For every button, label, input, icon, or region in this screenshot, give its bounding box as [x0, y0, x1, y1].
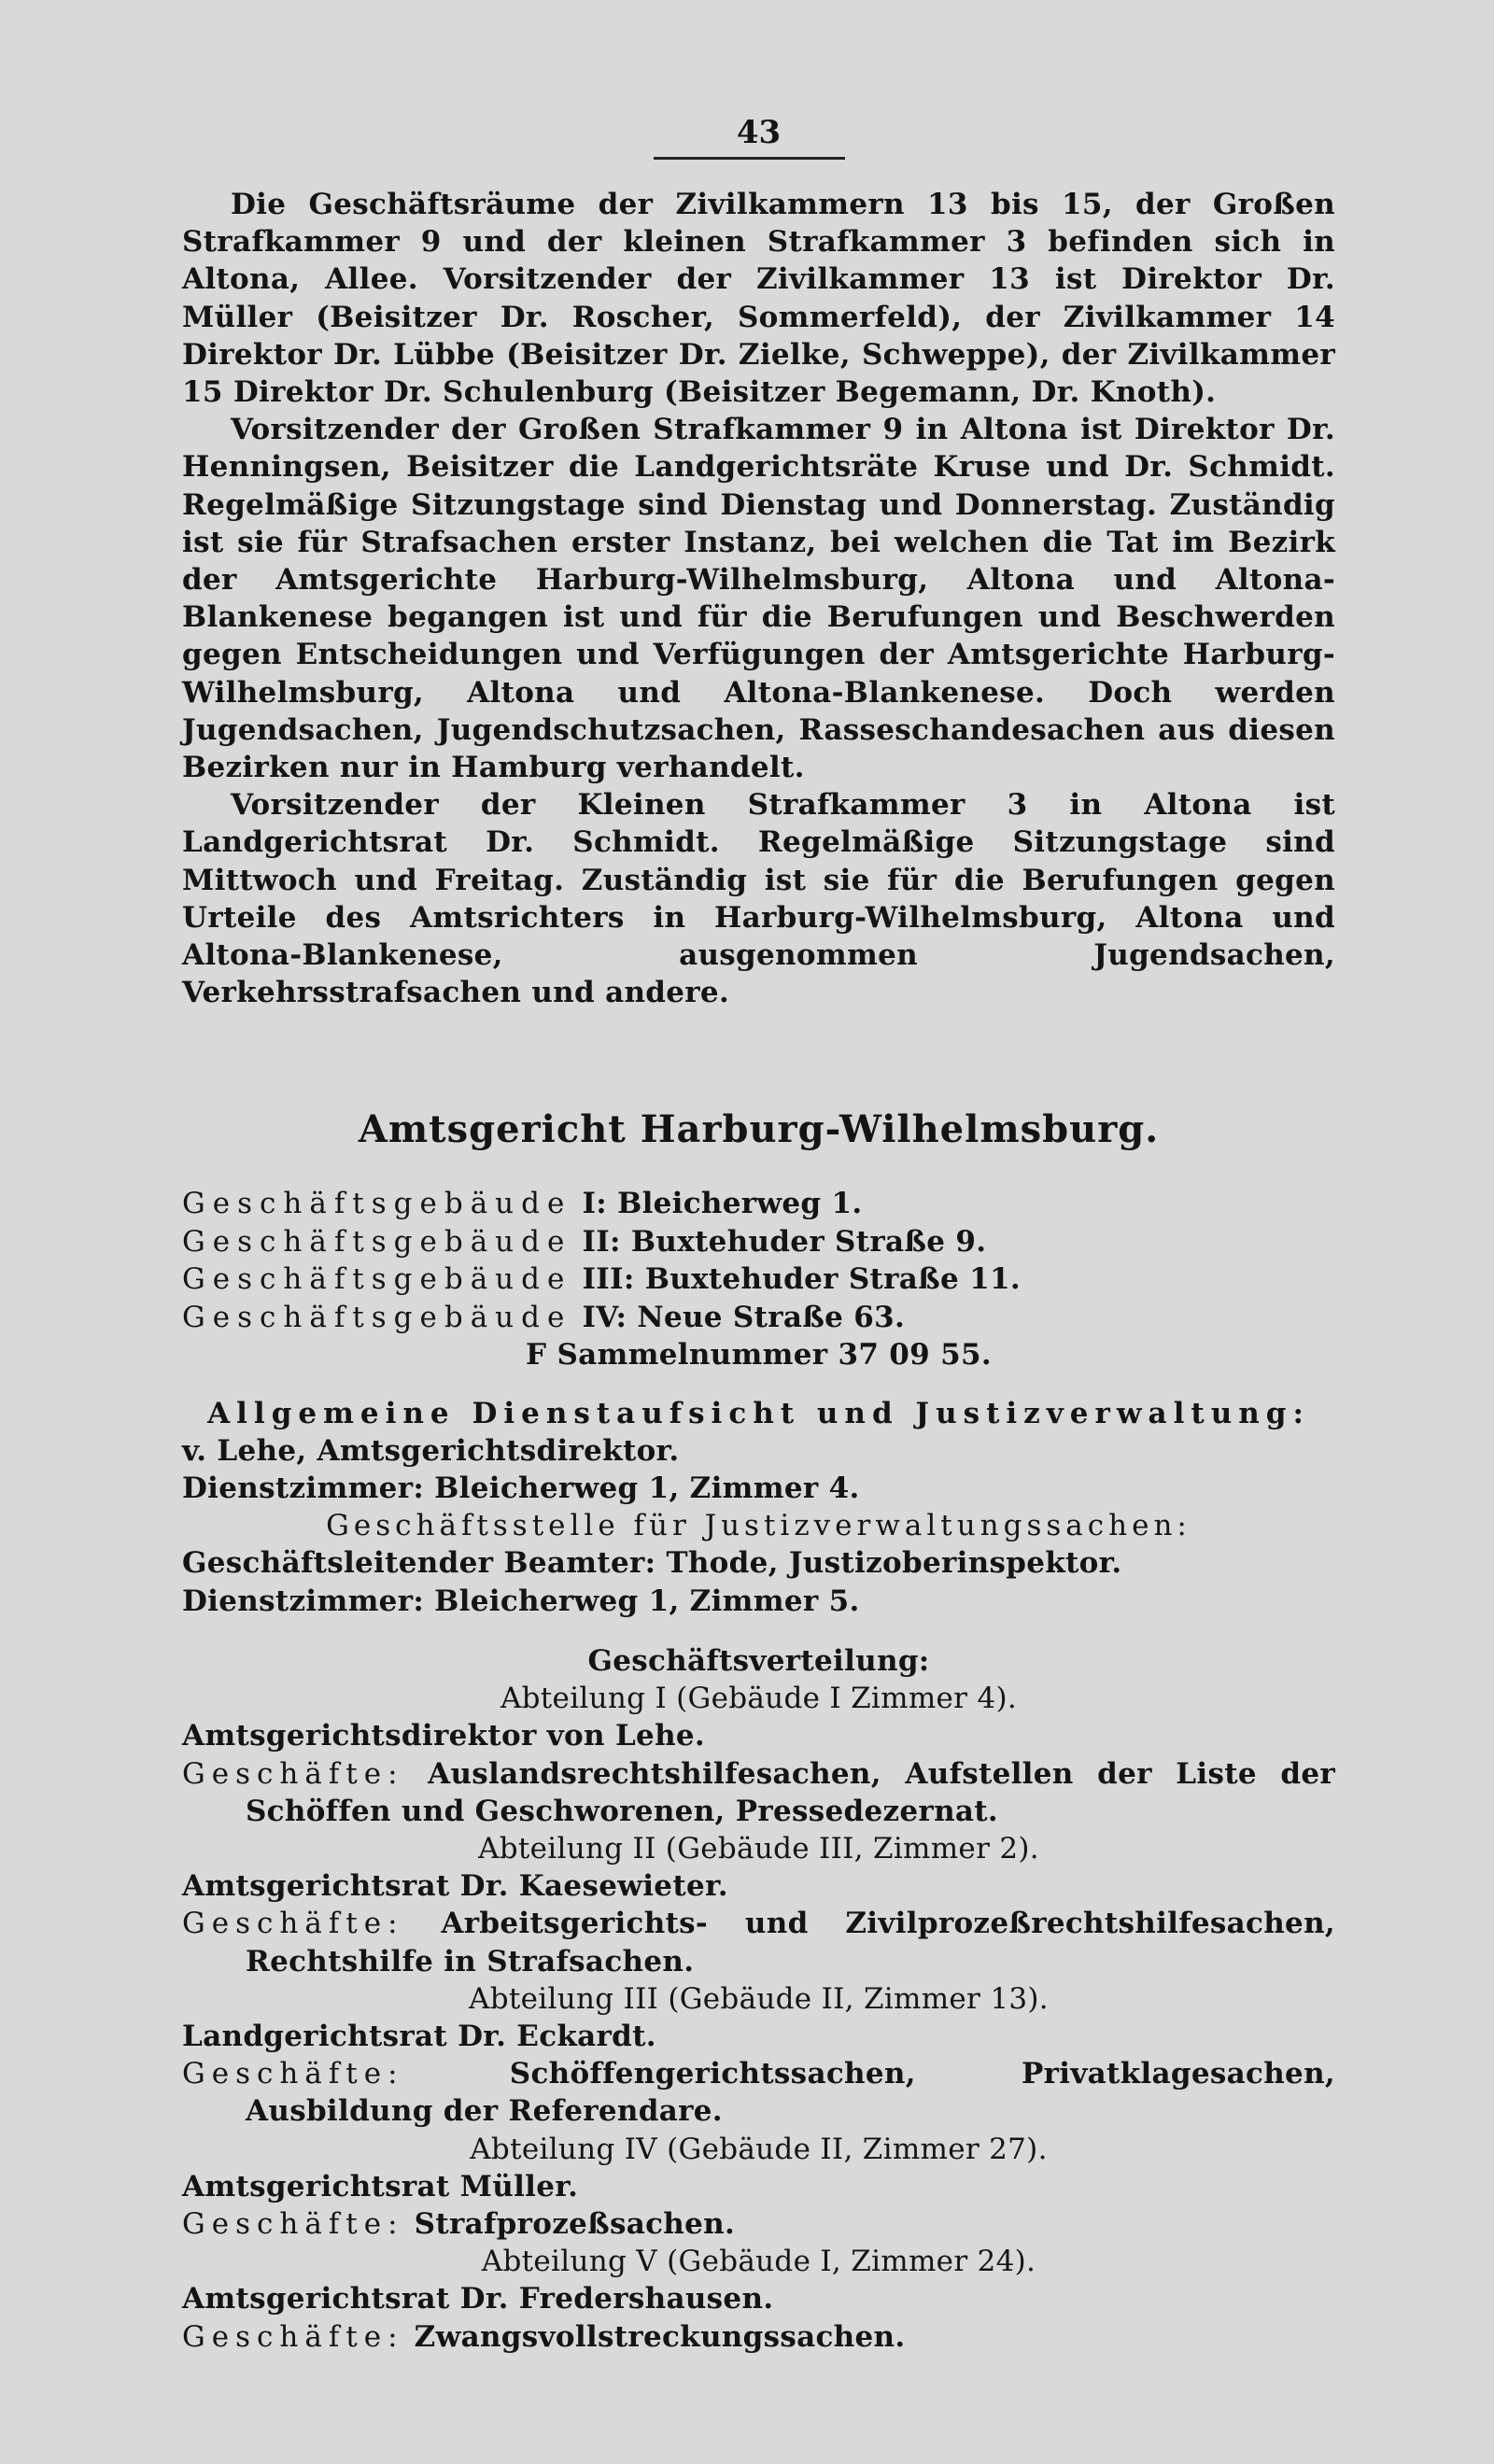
building-line — [182, 1185, 1335, 1223]
header-rule — [654, 157, 845, 160]
department-block — [182, 1680, 1335, 1830]
administration-head: Geschäftsleitender Beamter: Thode, Justizoberinspektor. — [182, 1546, 1122, 1581]
building-label: Geschäftsgebäude — [182, 1300, 572, 1334]
building-label: Geschäftsgebäude — [182, 1262, 572, 1297]
duties-label: Geschäfte: — [182, 2057, 404, 2091]
building-line — [182, 1223, 1335, 1261]
department-duties-line — [182, 2055, 1335, 2130]
building-number: IV: — [582, 1300, 627, 1334]
department-title: Abteilung III (Gebäude II, Zimmer 13). — [469, 1981, 1049, 2016]
supervision-title: Allgemeine Dienstaufsicht und Justizverwaltung: — [207, 1396, 1310, 1430]
department-block — [182, 2131, 1335, 2244]
department-duties-line — [182, 1755, 1335, 1830]
administration-subtitle: Geschäftsstelle für Justizverwaltungssachen: — [326, 1509, 1191, 1543]
department-duties-line — [182, 2318, 1335, 2356]
duties-label: Geschäfte: — [182, 1756, 404, 1791]
department-duties: Zwangsvollstreckungssachen. — [414, 2319, 906, 2354]
department-block — [182, 1980, 1335, 2131]
supervision-director: v. Lehe, Amtsgerichtsdirektor. — [182, 1433, 680, 1468]
department-judge: Amtsgerichtsrat Dr. Kaesewieter. — [182, 1869, 728, 1904]
administration-office: Dienstzimmer: Bleicherweg 1, Zimmer 5. — [182, 1584, 860, 1618]
department-duties-line — [182, 1905, 1335, 1979]
building-number: I: — [582, 1187, 607, 1221]
department-judge: Landgerichtsrat Dr. Eckardt. — [182, 2019, 656, 2053]
duties-label: Geschäfte: — [182, 1907, 404, 1941]
building-number: II: — [582, 1224, 621, 1259]
department-duties: Schöffengerichtssachen, Privatklagesachen, Ausbildung der Referendare. — [246, 2057, 1335, 2129]
paragraph-large-criminal-chamber: Vorsitzender der Großen Strafkammer 9 in Altona ist Direktor Dr. Henningsen, Beisitzer die Landgerichtsräte Kruse und Dr. Schmidt. Regelmäßige Sitzungstage sind Dienstag und Donnerstag. Zuständig ist sie für Strafsachen erster Instanz, bei welchen die Tat im Bezirk der Amtsgerichte Harburg-Wilhelmsburg, Altona und Altona-Blankenese begangen ist und für die Berufungen und Beschwerden gegen Entscheidungen und Verfügungen der Amtsgerichte Harburg-Wilhelmsburg, Altona und Altona-Blankenese. Doch werden Jugendsachen, Jugendschutzsachen, Rasseschandesachen aus diesen Bezirken nur in Hamburg verhandelt. — [182, 413, 1335, 785]
page-content — [182, 112, 1335, 2356]
duties-label: Geschäfte: — [182, 2206, 404, 2241]
paragraph-small-criminal-chamber: Vorsitzender der Kleinen Strafkammer 3 in Altona ist Landgerichtsrat Dr. Schmidt. Regelmäßige Sitzungstage sind Mittwoch und Freitag. Zuständig ist sie für die Berufungen gegen Urteile des Amtsrichters in Harburg-Wilhelmsburg, Altona und Altona-Blankenese, ausgenommen Jugendsachen, Verkehrsstrafsachen und andere. — [182, 788, 1335, 1010]
paragraph-chambers: Die Geschäftsräume der Zivilkammern 13 bis 15, der Großen Strafkammer 9 und der kleinen Strafkammer 3 befinden sich in Altona, Allee. Vorsitzender der Zivilkammer 13 ist Direktor Dr. Müller (Beisitzer Dr. Roscher, Sommerfeld), der Zivilkammer 14 Direktor Dr. Lübbe (Beisitzer Dr. Zielke, Schweppe), der Zivilkammer 15 Direktor Dr. Schulenburg (Beisitzer Begemann, Dr. Knoth). — [182, 188, 1335, 410]
department-duties: Strafprozeßsachen. — [414, 2206, 736, 2241]
building-line — [182, 1260, 1335, 1299]
schedule-title: Geschäftsverteilung: — [587, 1643, 930, 1678]
department-title: Abteilung IV (Gebäude II, Zimmer 27). — [470, 2132, 1048, 2166]
building-address: Neue Straße 63. — [637, 1300, 906, 1334]
department-title: Abteilung II (Gebäude III, Zimmer 2). — [478, 1831, 1039, 1866]
department-judge: Amtsgerichtsdirektor von Lehe. — [182, 1719, 706, 1753]
building-address: Buxtehuder Straße 9. — [630, 1224, 987, 1259]
department-title: Abteilung V (Gebäude I, Zimmer 24). — [481, 2245, 1036, 2279]
duties-label: Geschäfte: — [182, 2319, 404, 2354]
department-block — [182, 2243, 1335, 2356]
department-duties: Arbeitsgerichts- und Zivilprozeßrechtshilfesachen, Rechtshilfe in Strafsachen. — [246, 1907, 1336, 1978]
building-label: Geschäftsgebäude — [182, 1224, 572, 1259]
section-heading: Amtsgericht Harburg-Wilhelmsburg. — [358, 1107, 1160, 1152]
department-duties-line — [182, 2205, 1335, 2243]
page-number: 43 — [736, 114, 782, 151]
department-judge: Amtsgerichtsrat Dr. Fredershausen. — [182, 2282, 774, 2316]
department-duties: Auslandsrechtshilfesachen, Aufstellen der Liste der Schöffen und Geschworenen, Pressedezernat. — [246, 1756, 1336, 1828]
phone-number: F Sammelnummer 37 09 55. — [526, 1338, 992, 1373]
building-number: III: — [582, 1262, 635, 1297]
building-address: Buxtehuder Straße 11. — [644, 1262, 1021, 1297]
building-address: Bleicherweg 1. — [617, 1187, 863, 1221]
department-title: Abteilung I (Gebäude I Zimmer 4). — [500, 1682, 1018, 1716]
department-judge: Amtsgerichtsrat Müller. — [182, 2169, 579, 2204]
supervision-office: Dienstzimmer: Bleicherweg 1, Zimmer 4. — [182, 1471, 860, 1506]
building-label: Geschäftsgebäude — [182, 1187, 572, 1221]
building-line — [182, 1299, 1335, 1337]
department-block — [182, 1830, 1335, 1980]
